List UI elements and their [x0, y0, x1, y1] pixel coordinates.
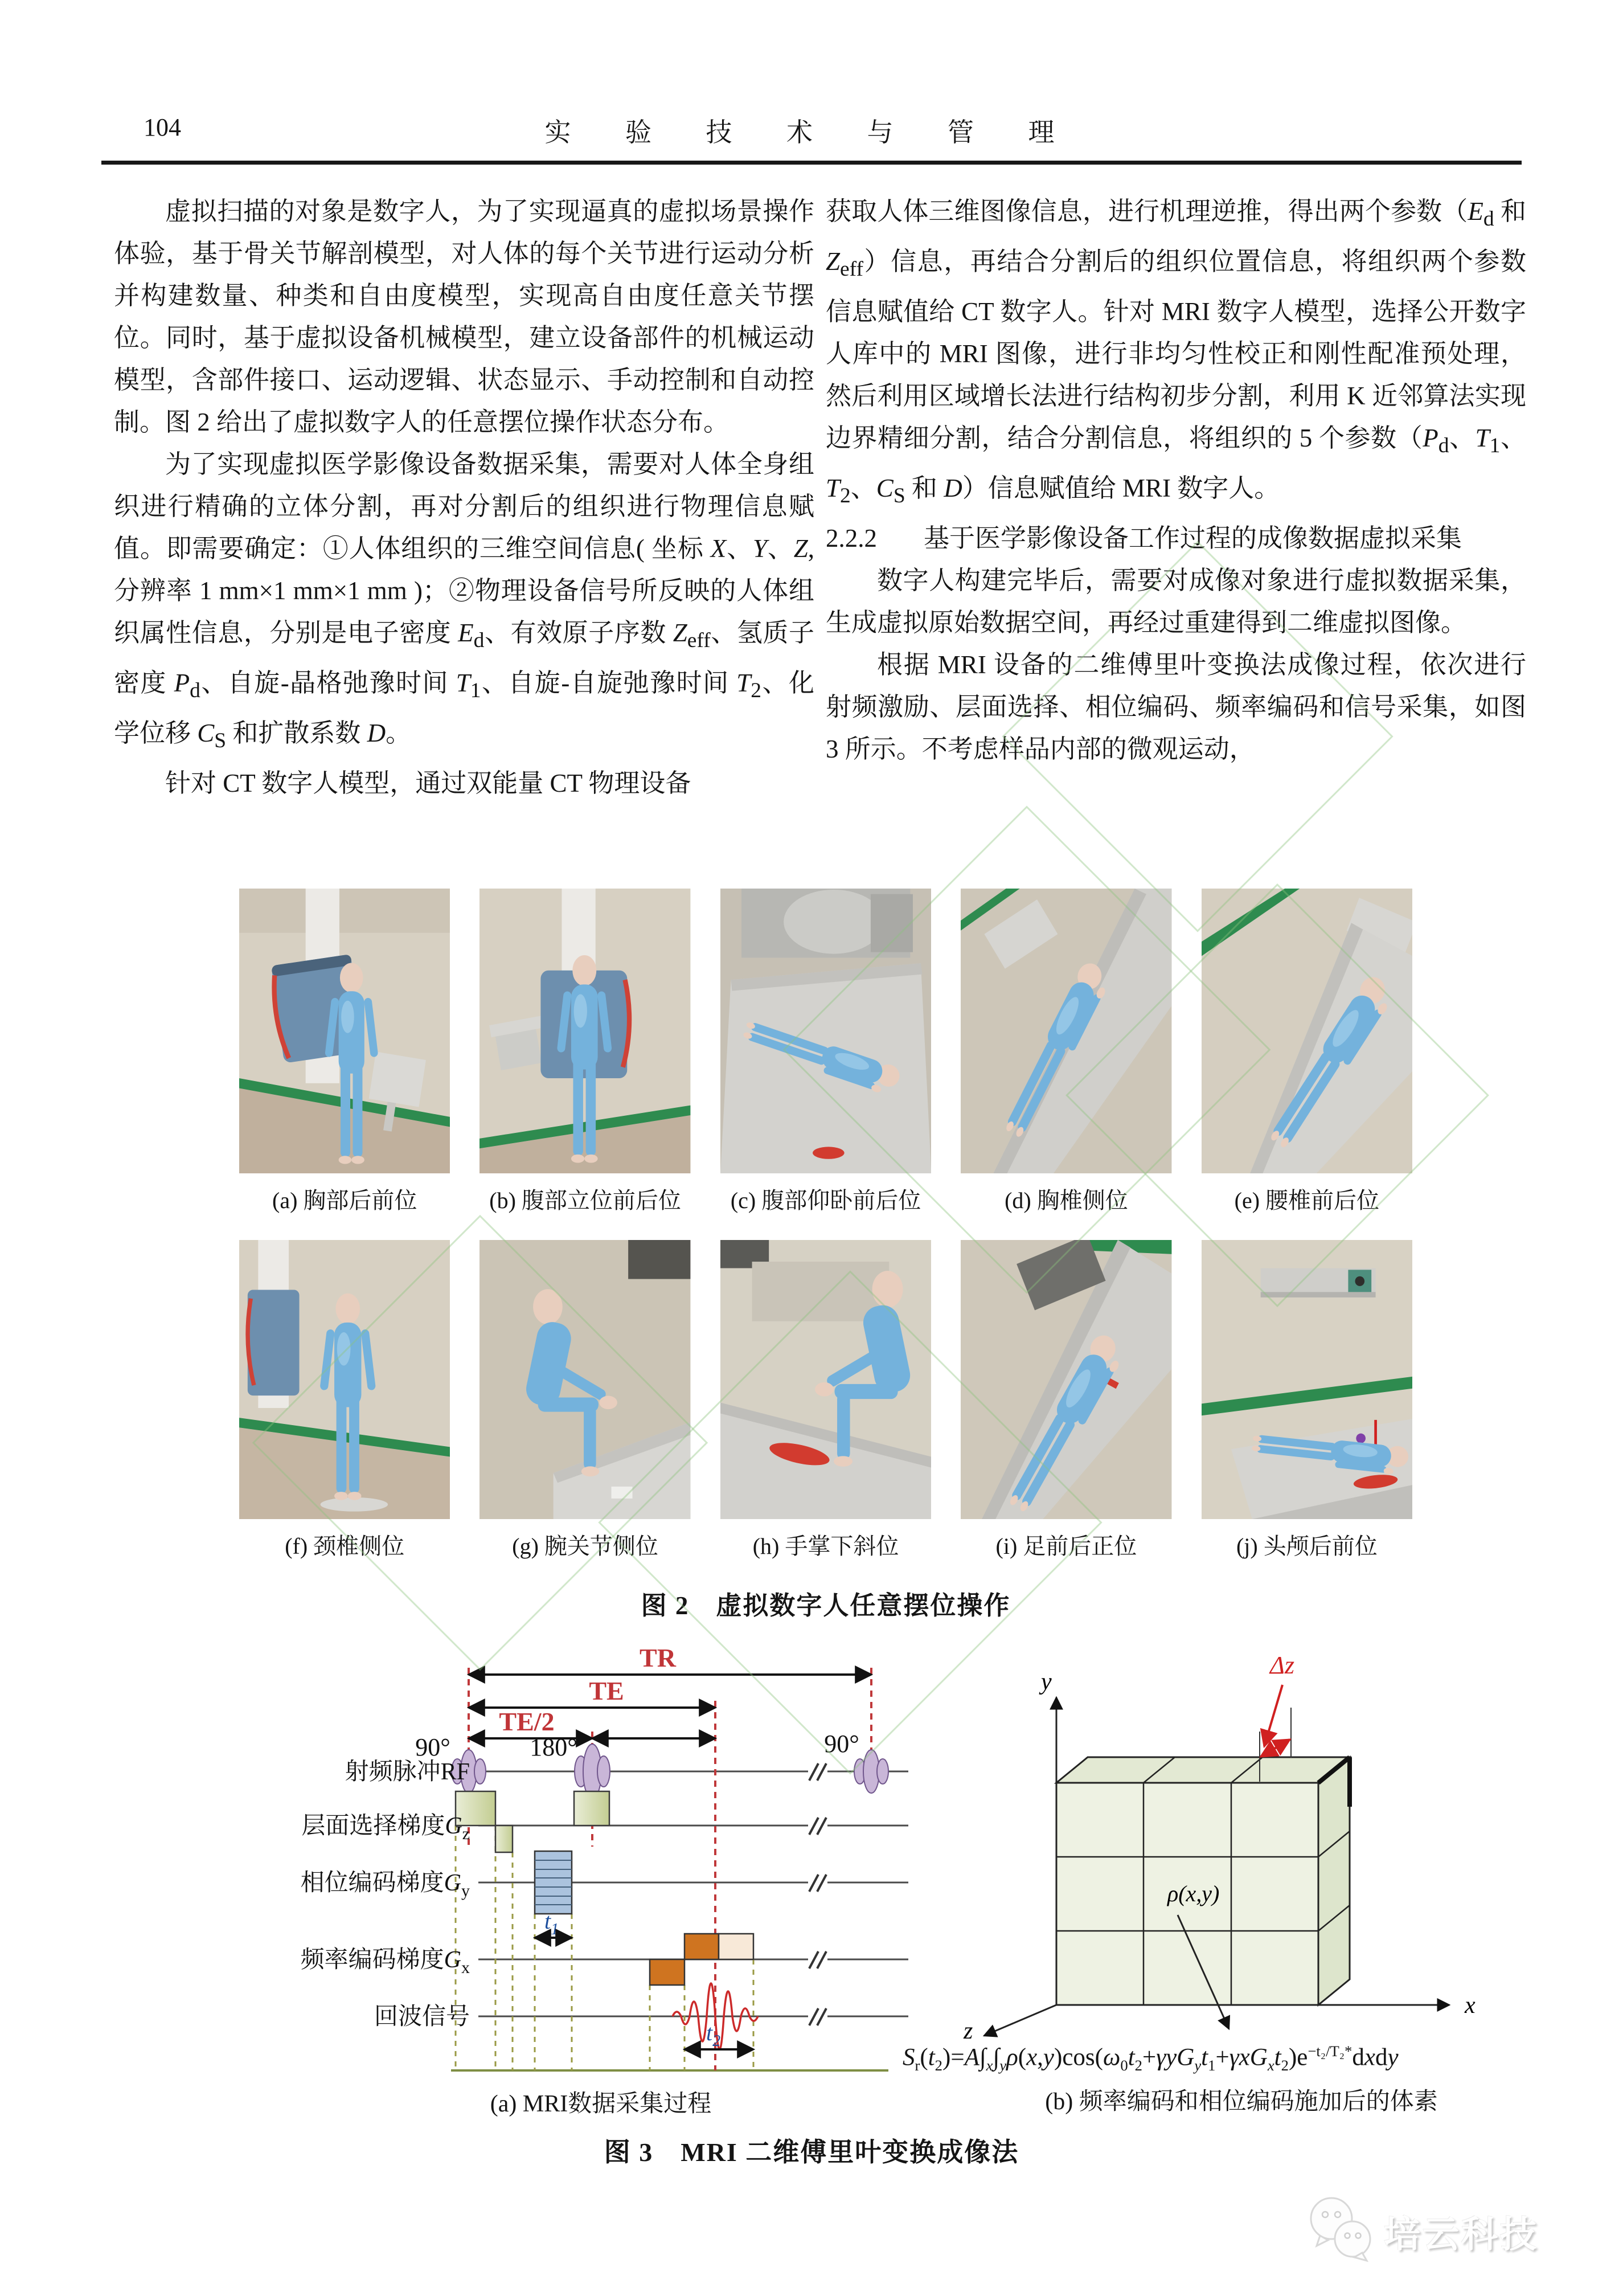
z-axis-label: z: [964, 2018, 973, 2039]
journal-title: 实 验 技 术 与 管 理: [544, 118, 1079, 147]
gy-row-label: 相位编码梯度$G_y$: [300, 1870, 470, 1900]
palm-oblique-image: [720, 1240, 931, 1519]
figure2-panel-f: [239, 1240, 450, 1561]
rf-90-pulse-2: [854, 1750, 888, 1793]
skull-pa-image: [1202, 1240, 1412, 1519]
caption-e: (e) 腰椎前后位: [1234, 1188, 1380, 1213]
gz-row-label: 层面选择梯度$G_z$: [301, 1813, 470, 1843]
figure-2: [239, 889, 1412, 1622]
caption-b: (b) 腹部立位前后位: [489, 1188, 681, 1213]
section-heading: [826, 517, 1526, 559]
section-title: 基于医学影像设备工作过程的成像数据虚拟采集: [924, 524, 1462, 552]
caption-a: (a) 胸部后前位: [272, 1188, 417, 1213]
gz-gradient-lobes: [456, 1791, 609, 1852]
figure3-title: 图 3 MRI 二维傅里叶变换成像法: [604, 2138, 1019, 2167]
z-axis: [984, 2005, 1056, 2036]
figure3b-caption: (b) 频率编码和相位编码施加后的体素: [1045, 2089, 1438, 2115]
body-text: [114, 190, 1526, 804]
figure2-title: 图 2 虚拟数字人任意摆位操作: [641, 1591, 1011, 1620]
label-180: 180°: [530, 1733, 577, 1761]
figure2-panel-d: [961, 889, 1171, 1215]
abdomen-standing-image: [479, 889, 690, 1173]
caption-j: (j) 头颅后前位: [1236, 1533, 1378, 1559]
label-90-2: 90°: [824, 1730, 859, 1758]
figure3a-caption: (a) MRI数据采集过程: [490, 2091, 712, 2117]
caption-c: (c) 腹部仰卧前后位: [730, 1188, 921, 1213]
paragraph: 数字人构建完毕后，需要对成像对象进行虚拟数据采集，生成虚拟原始数据空间，再经过重建得到二维虚拟图像。: [826, 566, 1526, 637]
rf-180-pulse: [575, 1744, 610, 1799]
paragraph: 根据 MRI 设备的二维傅里叶变换法成像过程，依次进行射频激励、层面选择、相位编码、频率编码和信号采集，如图 3 所示。不考虑样品内部的微观运动，: [826, 650, 1526, 763]
caption-d: (d) 胸椎侧位: [1005, 1188, 1128, 1213]
section-number: 2.2.2: [826, 524, 877, 552]
rho-label: ρ(x,y): [1167, 1881, 1220, 1906]
t1-label: $t_1$: [544, 1908, 559, 1938]
paragraph: 针对 CT 数字人模型，通过双能量 CT 物理设备: [165, 769, 691, 797]
thoracic-lateral-image: [961, 889, 1171, 1173]
x-axis-label: x: [1465, 1992, 1476, 2019]
delta-z-label: Δz: [1270, 1651, 1294, 1679]
te-label: TE: [589, 1676, 624, 1705]
caption-g: (g) 腕关节侧位: [512, 1533, 658, 1559]
paragraph: 获取人体三维图像信息，进行机理逆推，得出两个参数（$E_d$ 和 $Z_{eff}$）信息，再结合分割后的组织位置信息，将组织两个参数信息赋值给 CT 数字人。针对 MRI 数字人模型，选择公开数字人库中的 MRI 图像，进行非均匀性校正和刚性配准预处理，然后利用区域增长法进行结构初步分割，利用 K 近邻算法实现边界精细分割，结合分割信息，将组织的 5 个参数（$P_d$、$T_1$、$T_2$、$C_S$ 和 D）信息赋值给 MRI 数字人。: [826, 197, 1526, 508]
figure2-panel-i: [961, 1240, 1171, 1561]
echo-row-label: 回波信号: [374, 2004, 470, 2030]
left-column: [114, 190, 814, 804]
rf-row-label: 射频脉冲RF: [345, 1759, 470, 1785]
caption-i: (i) 足前后正位: [995, 1533, 1137, 1559]
t2-label: $t_2$: [706, 2020, 721, 2050]
figure2-row1: [239, 889, 1412, 1215]
paragraph: 为了实现虚拟医学影像设备数据采集，需要对人体全身组织进行精确的立体分割，再对分割后的组织进行物理信息赋值。即需要确定：①人体组织的三维空间信息( 坐标 X、Y、Z,分辨率 1 mm×1 mm×1 mm )；②物理设备信号所反映的人体组织属性信息，分别是电子密度 $E_d$、有效原子序数 $Z_{eff}$、氢质子密度 $P_d$、自旋-晶格弛豫时间 $T_1$、自旋-自旋弛豫时间 $T_2$、化学位移 $C_S$ 和扩散系数 D。: [114, 450, 814, 752]
foot-ap-image: [961, 1240, 1171, 1519]
figure2-panel-a: [239, 889, 450, 1215]
cervical-lateral-image: [239, 1240, 450, 1519]
abdomen-supine-image: [720, 889, 931, 1173]
figure2-panel-e: [1202, 889, 1412, 1215]
figure2-row2: [239, 1240, 1412, 1561]
lumbar-ap-image: [1202, 889, 1412, 1173]
chest-pa-image: [239, 889, 450, 1173]
axis-break-marks: [808, 1762, 827, 2025]
header-rule: [101, 161, 1522, 165]
gx-row-label: 频率编码梯度$G_x$: [300, 1947, 470, 1977]
figure2-panel-j: [1202, 1240, 1412, 1561]
caption-f: (f) 颈椎侧位: [285, 1533, 405, 1559]
footer-logo-text: 培云科技: [1384, 2214, 1539, 2255]
figure2-panel-g: [479, 1240, 690, 1561]
tr-label: TR: [640, 1646, 676, 1672]
figure2-panel-h: [720, 1240, 931, 1561]
paragraph: 虚拟扫描的对象是数字人，为了实现逼真的虚拟场景操作体验，基于骨关节解剖模型，对人体的每个关节进行运动分析并构建数量、种类和自由度模型，实现高自由度任意关节摆位。同时，基于虚拟设备机械模型，建立设备部件的机械运动模型，含部件接口、运动逻辑、状态显示、手动控制和自动控制。图 2 给出了虚拟数字人的任意摆位操作状态分布。: [114, 197, 814, 436]
mri-pulse-sequence-diagram: [239, 1646, 962, 2079]
te2-label: TE/2: [499, 1707, 555, 1736]
voxel-cube-diagram: [911, 1640, 1566, 2039]
signal-equation: $S_r(t_2)=A\int_x\int_y\rho(x,y)\cos(\omega_0t_2+\gamma yG_yt_1+\gamma xG_xt_2)e^{-t_2/T_2*}dxdy$: [903, 2043, 1399, 2074]
wrist-lateral-image: [479, 1240, 690, 1519]
figure2-panel-b: [479, 889, 690, 1215]
right-column: [826, 190, 1526, 804]
delta-z-arrow: [1264, 1685, 1282, 1746]
y-axis-label: y: [1041, 1669, 1052, 1695]
caption-h: (h) 手掌下斜位: [752, 1533, 899, 1559]
figure2-panel-c: [720, 889, 931, 1215]
wechat-icon: [1298, 2189, 1384, 2274]
gy-phase-encode-table: [535, 1851, 572, 1914]
page-number: 104: [144, 113, 181, 141]
gx-gradient-lobes: [650, 1934, 753, 1985]
label-90: 90°: [415, 1733, 450, 1761]
footer-logo: [1298, 2186, 1595, 2277]
